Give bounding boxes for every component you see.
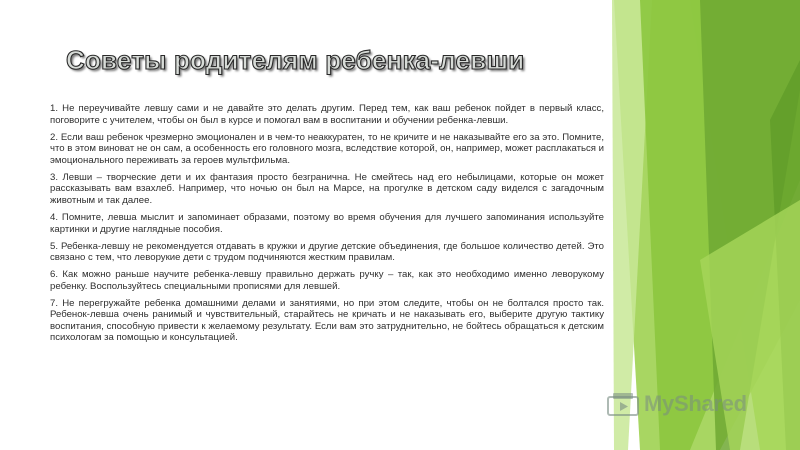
advice-item-1: 1. Не переучивайте левшу сами и не давайте это делать другим. Перед тем, как ваш ребенок пойдет в первый класс, поговорите с учителем, чтобы он был в курсе и помогал вам в воспитании и обучении ребенка-левши. [50, 103, 604, 126]
advice-item-7: 7. Не перегружайте ребенка домашними делами и занятиями, но при этом следите, чтобы он не болтался просто так. Ребенок-левша очень ранимый и чувствительный, старайтесь не кричать и не наказывать его, выберите другую тактику воспитания, способную привести к желаемому результату. Если вам это затруднительно, не бойтесь обращаться к детским психологам за помощью и консультацией. [50, 297, 604, 344]
watermark-text: MyShared [644, 391, 747, 416]
advice-item-3: 3. Левши – творческие дети и их фантазия просто безгранична. Не смейтесь над его небылицами, которые он может рассказывать вам взахлеб. Например, что ночью он был на Марсе, на прогулке в детском саду виделся с загадочным животным и так далее. [50, 171, 604, 206]
myshared-watermark [606, 390, 747, 418]
slide-title: Советы родителям ребенка-левши [66, 45, 525, 75]
advice-list [50, 103, 604, 349]
advice-item-6: 6. Как можно раньше научите ребенка-левшу правильно держать ручку – так, как это необходимо именно леворукому ребенку. Воспользуйтесь специальными прописями для левшей. [50, 269, 604, 292]
myshared-logo-icon [606, 391, 640, 417]
advice-item-5: 5. Ребенка-левшу не рекомендуется отдавать в кружки и другие детские объединения, где большое количество детей. Это связано с тем, что леворукие дети с трудом подчиняются жестким правилам. [50, 240, 604, 264]
advice-item-2: 2. Если ваш ребенок чрезмерно эмоционален и в чем-то неаккуратен, то не кричите и не наказывайте его за это. Помните, что в этом виноват не он сам, а особенность его головного мозга, вследствие которой, он, например, может расплакаться и эмоционального переживать за героев мультфильма. [50, 131, 605, 166]
advice-item-4: 4. Помните, левша мыслит и запоминает образами, поэтому во время обучения для лучшего запоминания используйте картинки и другие наглядные пособия. [50, 211, 604, 235]
